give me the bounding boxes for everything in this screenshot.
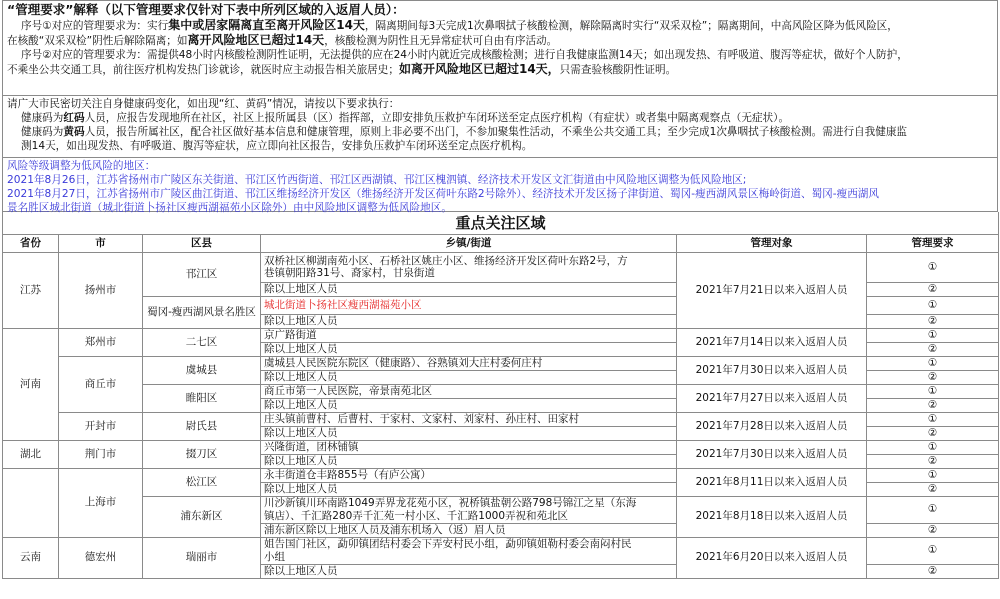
table-row	[3, 537, 999, 564]
yellow-code-label: 黄码	[63, 126, 85, 138]
req1-emphasis-b: 离开风险地区已超过14天	[187, 33, 325, 47]
street-cell-highlighted: 城北街道卜扬社区瘦西湖福苑小区	[261, 296, 677, 314]
street-cell: 永丰街道仓丰路855号（有庐公寓）	[261, 468, 677, 482]
table-header-row	[3, 234, 999, 252]
target-cell: 2021年7月28日以来入返眉人员	[677, 412, 867, 440]
street-cell: 除以上地区人员	[261, 482, 677, 496]
city-cell: 德宏州	[59, 537, 143, 578]
target-cell: 2021年6月20日以来入返眉人员	[677, 537, 867, 578]
requirement-cell: ①	[867, 440, 999, 454]
target-cell: 2021年7月30日以来入返眉人员	[677, 356, 867, 384]
requirement-cell: ①	[867, 296, 999, 314]
district-cell: 邗江区	[143, 252, 261, 296]
req1-text-d: 在核酸“双采双检”阴性后解除隔离；如	[7, 35, 188, 47]
table-row	[3, 328, 999, 342]
downgrade-line-2: 2021年8月27日，江苏省扬州市广陵区曲江街道、邗江区维扬经济开发区（维扬经济开发区荷叶东路2号除外）、经济技术开发区扬子津街道、蜀冈-瘦西湖风景区梅岭街道、蜀冈-瘦西湖风	[7, 188, 879, 200]
street-cell: 虞城县人民医院东院区（健康路）、谷熟镇刘大庄村委何庄村	[261, 356, 677, 370]
street-cell: 除以上地区人员	[261, 564, 677, 578]
street-cell: 除以上地区人员	[261, 314, 677, 328]
street-cell: 商丘市第一人民医院，帝景南苑北区	[261, 384, 677, 398]
yellow-code-rule-cont: 测14天，如出现发热、有呼吸道、腹泻等症状，应立即向社区报告，安排负压救护车闭环送至定点医疗机构。	[21, 140, 533, 152]
street-cell	[261, 537, 677, 564]
req1-text-a: 序号①对应的管理要求为：实行	[21, 20, 169, 32]
district-cell: 虞城县	[143, 356, 261, 384]
street-cell	[261, 496, 677, 523]
street-cell	[261, 252, 677, 282]
district-cell: 瑞丽市	[143, 537, 261, 578]
yellow-code-text-a: 健康码为	[21, 126, 64, 138]
street-cell: 除以上地区人员	[261, 342, 677, 356]
risk-downgrade-notice	[2, 158, 998, 212]
street-line: 镇店）、千汇路280弄千汇苑一村小区、千汇路1000弄祝和苑北区	[264, 509, 569, 522]
yellow-code-text-c: 人员，报告所属社区，配合社区做好基本信息和健康管理，原则上非必要不出门，不参加聚集性活动，不乘坐公共交通工具；至少完成1次鼻咽拭子核酸检测。需进行自我健康监	[84, 126, 908, 138]
province-cell: 河南	[3, 328, 59, 440]
requirement-cell: ①	[867, 468, 999, 482]
street-cell: 京广路街道	[261, 328, 677, 342]
street-line: 川沙新镇川环南路1049弄界龙花苑小区，祝桥镇盐朝公路798号锦江之星（东海	[264, 497, 637, 509]
target-cell: 2021年7月30日以来入返眉人员	[677, 440, 867, 468]
street-cell: 除以上地区人员	[261, 398, 677, 412]
table-row	[3, 440, 999, 454]
red-code-label: 红码	[63, 112, 85, 124]
street-cell: 除以上地区人员	[261, 370, 677, 384]
city-cell: 商丘市	[59, 356, 143, 412]
req2-text-b: 不乘坐公共交通工具，前往医疗机构发热门诊就诊，就医时应主动报告相关旅居史；	[7, 64, 399, 76]
requirement-cell: ②	[867, 398, 999, 412]
requirement-cell: ②	[867, 342, 999, 356]
requirement-cell: ①	[867, 252, 999, 282]
street-cell: 除以上地区人员	[261, 282, 677, 296]
street-line: 姐告国门社区，勐卯镇团结村委会下弄安村民小组，勐卯镇姐勒村委会南闷村民	[264, 538, 632, 550]
target-cell: 2021年7月27日以来入返眉人员	[677, 384, 867, 412]
requirement-cell: ②	[867, 564, 999, 578]
downgrade-line-1: 2021年8月26日，江苏省扬州市广陵区东关街道、邗江区竹西街道、邗江区西湖镇、邗江区槐泗镇、经济技术开发区文汇街道由中风险地区调整为低风险地区;	[7, 174, 747, 186]
col-header-target: 管理对象	[677, 234, 867, 252]
city-cell: 郑州市	[59, 328, 143, 356]
requirements-heading: “管理要求”解释（以下管理要求仅针对下表中所列区域的入返眉人员）：	[7, 2, 405, 17]
col-header-city: 市	[59, 234, 143, 252]
table-row	[3, 468, 999, 482]
province-cell-empty	[3, 468, 59, 537]
table-row	[3, 412, 999, 426]
requirement-cell: ①	[867, 356, 999, 370]
street-line: 巷镇朝阳路31号、裔家村，甘泉街道	[264, 267, 435, 279]
req2-emphasis: 如离开风险地区已超过14天，	[398, 62, 560, 76]
col-header-requirement: 管理要求	[867, 234, 999, 252]
page	[2, 0, 998, 579]
requirement-1-line-2	[7, 33, 993, 48]
col-header-district: 区县	[143, 234, 261, 252]
district-cell: 尉氏县	[143, 412, 261, 440]
requirement-cell: ②	[867, 370, 999, 384]
requirement-2-line-2	[7, 62, 993, 77]
target-cell: 2021年8月18日以来入返眉人员	[677, 496, 867, 537]
district-cell: 二七区	[143, 328, 261, 356]
street-line: 小组	[264, 550, 285, 563]
table-row	[3, 384, 999, 398]
yellow-code-rule	[7, 125, 993, 139]
street-line: 双桥社区柳湖南苑小区、石桥社区姚庄小区、维扬经济开发区荷叶东路2号，方	[264, 254, 628, 267]
district-cell: 蜀冈-瘦西湖风景名胜区	[143, 296, 261, 328]
province-cell: 云南	[3, 537, 59, 578]
district-cell: 睢阳区	[143, 384, 261, 412]
requirement-cell: ②	[867, 314, 999, 328]
street-cell: 浦东新区除以上地区人员及浦东机场入（返）眉人员	[261, 523, 677, 537]
target-cell: 2021年8月11日以来入返眉人员	[677, 468, 867, 496]
city-cell: 扬州市	[59, 252, 143, 328]
requirement-2-line-1: 序号②对应的管理要求为：需提供48小时内核酸检测阴性证明，无法提供的应在24小时内就近完成核酸检测；进行自我健康监测14天；如出现发热、有呼吸道、腹泻等症状，做好个人防护，	[21, 49, 908, 61]
requirement-cell: ②	[867, 454, 999, 468]
req1-text-f: ，核酸检测为阴性且无异常症状可自由有序活动。	[324, 35, 558, 47]
health-code-intro: 请广大市民密切关注自身健康码变化，如出现“红、黄码”情况，请按以下要求执行：	[7, 98, 400, 110]
city-cell: 上海市	[59, 468, 143, 537]
downgrade-line-3: 景名胜区城北街道（城北街道卜扬社区瘦西湖福苑小区除外）由中风险地区调整为低风险地区。	[7, 202, 452, 214]
requirement-cell: ①	[867, 496, 999, 523]
health-code-notice	[2, 96, 998, 158]
district-cell: 浦东新区	[143, 496, 261, 537]
red-code-rule	[7, 111, 993, 125]
table-row	[3, 496, 999, 523]
requirement-cell: ①	[867, 328, 999, 342]
city-cell: 荆门市	[59, 440, 143, 468]
requirement-cell: ①	[867, 537, 999, 564]
target-cell: 2021年7月14日以来入返眉人员	[677, 328, 867, 356]
target-cell: 2021年7月21日以来入返眉人员	[677, 252, 867, 328]
province-cell: 江苏	[3, 252, 59, 328]
requirement-cell: ①	[867, 412, 999, 426]
col-header-street: 乡镇/街道	[261, 234, 677, 252]
table-title: 重点关注区域	[3, 212, 999, 234]
city-cell: 开封市	[59, 412, 143, 440]
street-cell: 除以上地区人员	[261, 426, 677, 440]
requirement-cell: ①	[867, 384, 999, 398]
requirement-cell: ②	[867, 523, 999, 537]
requirement-cell: ②	[867, 482, 999, 496]
req2-text-d: 只需查验核酸阴性证明。	[559, 64, 677, 76]
requirement-cell: ②	[867, 426, 999, 440]
requirements-explanation	[2, 0, 998, 96]
red-code-text-a: 健康码为	[21, 112, 64, 124]
req1-emphasis-a: 集中或居家隔离直至离开风险区14天	[168, 18, 365, 32]
requirement-cell: ②	[867, 282, 999, 296]
district-cell: 掇刀区	[143, 440, 261, 468]
street-cell: 除以上地区人员	[261, 454, 677, 468]
col-header-province: 省份	[3, 234, 59, 252]
district-cell: 松江区	[143, 468, 261, 496]
requirement-1-line-1	[7, 18, 993, 33]
req1-text-c: ，隔离期间每3天完成1次鼻咽拭子核酸检测，解除隔离时实行“双采双检”；隔离期间，中高风险区降为低风险区，	[364, 20, 898, 32]
street-cell: 庄头镇前曹村、后曹村、于家村、文家村、刘家村、孙庄村、田家村	[261, 412, 677, 426]
street-cell: 兴隆街道，团林铺镇	[261, 440, 677, 454]
province-cell: 湖北	[3, 440, 59, 468]
table-row	[3, 356, 999, 370]
key-areas-table	[2, 212, 999, 579]
table-row	[3, 252, 999, 282]
red-code-text-c: 人员，应报告发现地所在社区，社区上报所属县（区）指挥部，立即安排负压救护车闭环送至定点医疗机构（有症状）或者集中隔离观察点（无症状）。	[84, 112, 790, 124]
downgrade-title: 风险等级调整为低风险的地区：	[7, 160, 156, 172]
